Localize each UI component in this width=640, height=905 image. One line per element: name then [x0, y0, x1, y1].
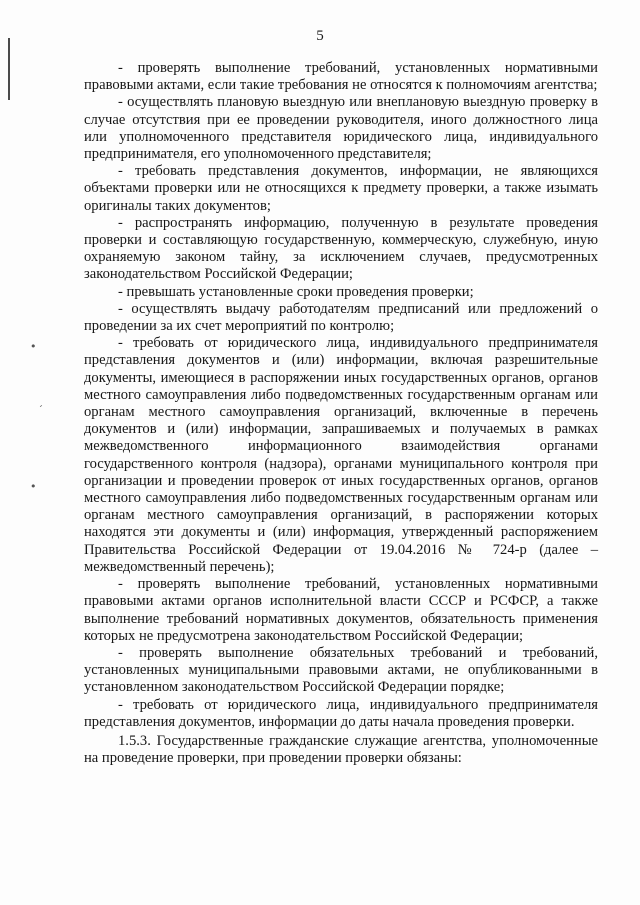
list-item: - осуществлять плановую выездную или внеплановую выездную проверку в случае отсутствия при ее проведении руководителя, иного должностного лица или уполномоченного представителя юридического лица, индивидуального предпринимателя, его уполномоченного представителя; [84, 94, 598, 163]
list-item: - требовать от юридического лица, индивидуального предпринимателя представления документов и (или) информации, включая разрешительные документы, имеющиеся в распоряжении иных государственных органов, органов местного самоуправления либо подведомственных государственным органам или органам местного самоуправления организаций, включенные в перечень документов и (или) информации, запрашиваемых и получаемых в рамках межведомственного информационного взаимодействия органами государственного контроля (надзора), органами муниципального контроля при организации и проведении проверок от иных государственных органов, органов местного самоуправления либо подведомственных государственным органам или органам местного самоуправления организаций, в распоряжении которых находятся эти документы и (или) информация, утвержденный распоряжением Правительства Российской Федерации от 19.04.2016 № 724-р (далее – межведомственный перечень); [84, 335, 598, 575]
scan-margin-mark: • [30, 480, 37, 493]
list-item: - распространять информацию, полученную в результате проведения проверки и составляющую государственную, коммерческую, служебную, иную охраняемую законом тайну, за исключением случаев, предусмотренных законодательством Российской Федерации; [84, 214, 598, 283]
list-item: - проверять выполнение обязательных требований и требований, установленных муниципальными правовыми актами, не опубликованными в установленном законодательством Российской Федерации порядке; [84, 644, 598, 696]
scan-margin-mark: • [30, 340, 37, 353]
page-number: 5 [316, 28, 324, 44]
clause-paragraph: 1.5.3. Государственные гражданские служащие агентства, уполномоченные на проведение проверки, при проведении проверки обязаны: [84, 732, 598, 767]
list-item: - проверять выполнение требований, установленных нормативными правовыми актами органов исполнительной власти СССР и РСФСР, а также выполнение требований нормативных документов, обязательность применения которых не предусмотрена законодательством Российской Федерации; [84, 576, 598, 644]
scan-margin-bar [8, 38, 10, 100]
list-item: - осуществлять выдачу работодателям предписаний или предложений о проведении за их счет мероприятий по контролю; [84, 300, 598, 335]
document-body [84, 60, 598, 767]
scan-margin-mark: ˊ [38, 405, 43, 416]
list-item: - требовать от юридического лица, индивидуального предпринимателя представления документов, информации до даты начала проведения проверки. [84, 696, 598, 730]
list-item: - требовать представления документов, информации, не являющихся объектами проверки или не относящихся к предмету проверки, а также изымать оригиналы таких документов; [84, 163, 598, 214]
list-item: - проверять выполнение требований, установленных нормативными правовыми актами, если такие требования не относятся к полномочиям агентства; [84, 60, 598, 94]
list-item: - превышать установленные сроки проведения проверки; [118, 283, 474, 300]
